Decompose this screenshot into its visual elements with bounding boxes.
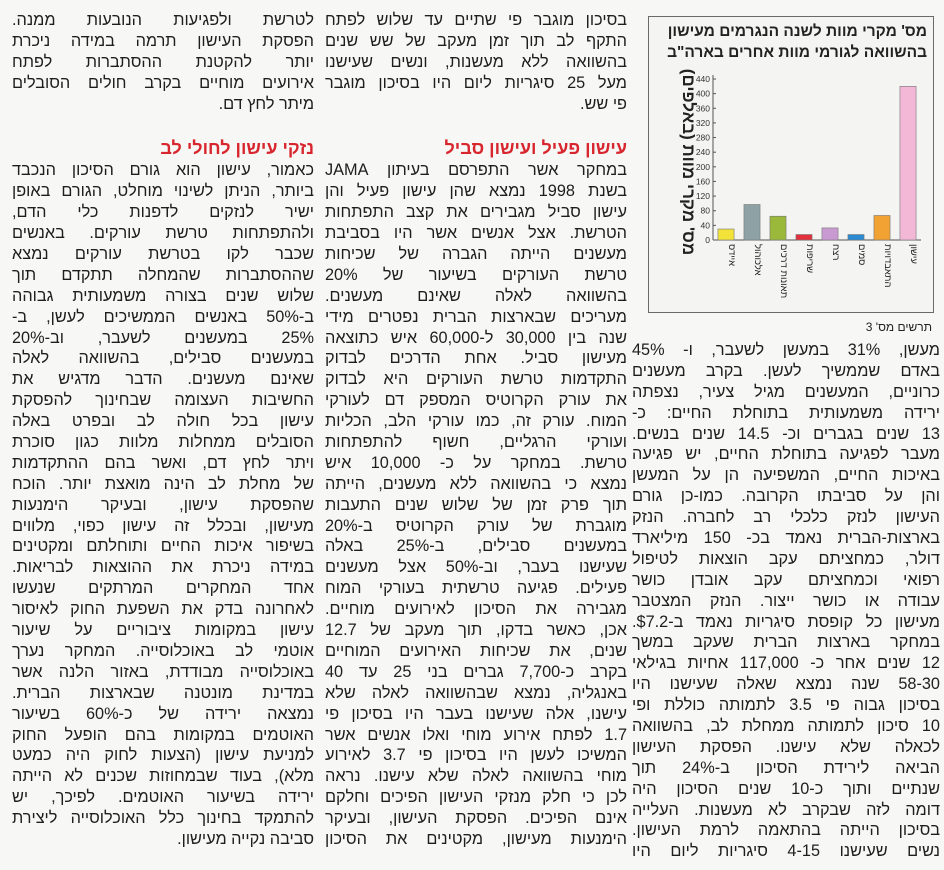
text-line: במידה ניכרת את ההוצאות לבריאות. (12, 558, 314, 577)
text-line: עישנו, אלה שעישנו בעבר היו בסיכון פי (325, 704, 627, 723)
text-line: בהשוואה לאלה שאינם מעשנים. (325, 286, 627, 305)
text-line: טרשת העורקים בשיעור של 20% (325, 265, 627, 284)
text-line: בשיפור איכות החיים ותוחלתם ומקטינים (12, 537, 314, 556)
text-line: כרוניים, המעשנים מגיל צעיר, נצפתה (632, 382, 940, 401)
text-line: נשים שעישנו 4-15 סיגריות ליום היו (632, 842, 940, 861)
y-tick-label: 80 (700, 205, 710, 216)
text-line: כאמור, עישון הוא גורם הסיכון הנכבד (12, 161, 314, 180)
y-tick-label: 400 (695, 88, 710, 99)
x-tick-label: איידס (726, 244, 737, 267)
text-line: מעשנים הייתה הגברה של שכיחות (325, 245, 627, 264)
text-line: במעשנים סבילים, ב-25% באלה (325, 537, 627, 556)
text-line: התקף לב תוך זמן מעקב של שש שנים (325, 31, 627, 50)
text-line: מעישון כל קופסת סיגריות נאמד ב-$7.2. (632, 612, 940, 631)
text-line: שההסתברות שהמחלה תתקדם תוך (12, 265, 314, 284)
text-line: אכן, כאשר בדקו, תוך מעקב של 12.7 (325, 621, 627, 640)
text-line: שעישנו בעבר, וב-50% אצל מעשנים (325, 558, 627, 577)
text-line: עישון סביל מגבירים את קצב התפתחות (325, 203, 627, 222)
chart-figure (648, 16, 934, 313)
text-line: רפואי וכמחציתם עקב אובדן כושר (632, 570, 940, 589)
text-line: למניעת עישון (הצעות לחוק היה כמעט (12, 746, 314, 765)
y-tick-label: 360 (695, 103, 710, 114)
text-line: ירידה משמעותית בתוחלת החיים: כ- (632, 403, 940, 422)
y-tick-label: 320 (695, 117, 710, 128)
text-line: המוח. עורק זה, כמו עורקי הלב, הכליות (325, 412, 627, 431)
text-line: ב-50% באנשים הממשיכים לעשן, ב- (12, 307, 314, 326)
text-line: 10 סיכון לתמותה ממחלת לב, בהשוואה (632, 717, 940, 736)
text-line: טרשת. במחקר על כ- 10,000 איש (325, 453, 627, 472)
text-line: מעשן, 31% במעשן לשעבר, ו- 45% (632, 341, 940, 359)
y-tick-label: 0 (705, 235, 710, 245)
y-tick-label: 280 (695, 132, 710, 143)
text-line: מיתר לחץ דם. (218, 94, 314, 113)
text-line: פעילים. פגיעה טרשתית בעורקי המוח (325, 579, 627, 598)
bar-2 (770, 216, 786, 240)
text-line: מעריכים שבארצות הברית נפטרים מידי (325, 307, 627, 326)
text-line: בקרב כ-7,700 גברים בני 25 עד 40 (325, 662, 627, 681)
y-tick-label: 200 (695, 161, 710, 172)
x-tick-label: התאבדויות (882, 244, 893, 288)
text-line: בסיכון גבוה פי 3.5 לתמותה כוללת ופי (632, 696, 940, 715)
x-tick-label: שריפות (804, 244, 815, 274)
text-line: 13 שנים בגברים וכ- 14.5 שנים בנשים. (632, 424, 940, 443)
text-line: המשיכו לעשן היו בסיכון פי 3.7 לאירוע (325, 746, 627, 765)
x-tick-label: עישון (908, 244, 919, 264)
text-line: הפסקת העישון תרמה במידה ניכרת (12, 31, 314, 50)
text-line: במעשנים סבילים, בהשוואה לאלה (12, 349, 314, 368)
y-axis-title: מס' מקרי מוות (באלפים) (679, 68, 698, 256)
text-line: 58-30 שנה נמצא שאלה שעישנו היו (632, 675, 940, 694)
text-line: במדינת מונטנה שבארצות הברית. (12, 683, 314, 702)
text-line: שלוש שנים בצורה משמעותית גבוהה (12, 286, 314, 305)
text-line: 1.7 לפתח אירוע מוחי ואלו אנשים אשר (325, 725, 627, 744)
text-line: נמצא כי בהשוואה ללא מעשנים, הייתה (325, 474, 627, 493)
text-line: דולר, כמחציתם עקב הוצאות לטיפול (632, 549, 940, 568)
text-line: שהפסקת עישון, ובעיקר הימנעות (12, 495, 314, 514)
text-line: מוחי בהשוואה לאלה שלא עישנו. נראה (325, 767, 627, 786)
text-line: ועורקי הרגליים, חשוף להתפתחות (325, 433, 627, 452)
text-line: מלא), בעוד שבמחוזות שכנים לא הייתה (12, 767, 314, 786)
x-tick-label: אלכוהול (752, 244, 763, 276)
text-line: שנים, את שכיחות האירועים המוחיים (325, 641, 627, 660)
text-line: באנגליה, נמצא שבהשוואה לאלה שלא (325, 683, 627, 702)
text-line: אחד המחקרים המרתקים שנעשו (12, 579, 314, 598)
text-line: יותר להקטנת ההסתברות לפתח (12, 52, 314, 71)
text-line: ויתר לחץ דם, ואשר בהם ההתקדמות (12, 453, 314, 472)
chart-title-line-2: בהשוואה לגורמי מוות אחרים בארה"ב (667, 44, 927, 61)
text-line: הביאה לירידת הסיכון ב-24% תוך (632, 758, 940, 777)
text-line: עישון בכל חולה לב ובפרט באלה (12, 412, 314, 431)
y-tick-label: 240 (695, 147, 710, 158)
text-line: 25% במעשנים לשעבר, וב-20% (12, 328, 314, 347)
bar-5 (848, 235, 864, 240)
text-line: מעישון סביל. אחת הדרכים לבדוק (325, 349, 627, 368)
section-heading: נזקי עישון לחולי לב (160, 138, 314, 159)
text-line: סביבה נקייה מעישון. (177, 829, 314, 848)
text-line: לכן כי חלק מנזקי העישון הפיכים וחלקם (325, 788, 627, 807)
text-line: פי שש. (580, 94, 627, 113)
text-line: תוך פרק זמן של שלוש שנים התעבות (325, 495, 627, 514)
text-line: באוכלוסייה מבודדת, באזור הלנה אשר (12, 662, 314, 681)
x-tick-label: תאונות דרכים (778, 244, 789, 299)
bar-chart (649, 17, 933, 312)
text-line: התקדמות טרשת העורקים היא לבדוק (325, 370, 627, 389)
text-line: נמצאה ירידה של כ-60% בשיעור (12, 704, 314, 723)
text-line: החשיבות העצומה שבחינוך להפסקת (12, 391, 314, 410)
text-line: אוטמי לב באוכלוסייה. המחקר נערך (12, 641, 314, 660)
text-line: לטרשת ולפגיעות הנובעות ממנה. (12, 11, 314, 29)
text-line: בסיכון מוגבר פי שתיים עד שלוש לפתח (325, 11, 627, 29)
text-line: לאחרונה בדק את השפעת החוק לאיסור (12, 600, 314, 619)
text-line: במחקר בארצות הברית שעקב במשך (632, 633, 940, 652)
text-line: במחקר אשר התפרסם בעיתון JAMA (325, 161, 627, 180)
text-line: לכאלה שלא עישנו. הפסקת העישון (632, 737, 940, 756)
text-line: הטרשת. אצל אנשים אשר היו בסביבת (325, 224, 627, 243)
text-line: מעל 25 סיגריות ליום היו בסיכון מוגבר (325, 73, 627, 92)
text-line: בהשוואה ללא מעשנות, ונשים שעישנו (325, 52, 627, 71)
x-tick-label: רצח (830, 244, 841, 261)
bar-3 (796, 235, 812, 240)
chart-title-line-1: מס' מקרי מוות לשנה הנגרמים מעישון (667, 23, 927, 40)
text-line: שכבר לקו בטרשת עורקים נמצא (12, 245, 314, 264)
text-line: אירועים מוחיים בקרב חולים הסובלים (12, 73, 314, 92)
text-line: באדם שממשיך לעשן. בקרב מעשנים (632, 361, 940, 380)
chart-caption: תרשים מס' 3 (865, 320, 932, 334)
text-line: בארצות-הברית נאמד בכ- 150 מיליארד (632, 529, 940, 548)
text-line: דומה לזה שבקרב לא מעשנות. העלייה (632, 800, 940, 819)
text-line: בשנת 1998 נמצא שהן עישון פעיל והן (325, 182, 627, 201)
text-line: הימנעות מעישון, מקטינים את הסיכון (325, 829, 627, 848)
section-heading: עישון פעיל ועישון סביל (444, 138, 627, 159)
article-column-left (12, 10, 314, 850)
bar-4 (822, 228, 838, 240)
text-line: ירידה בשיעור האוטמים. לפיכך, יש (12, 788, 314, 807)
text-line: מעישון, ובכלל זה עישון כפוי, מלווים (12, 516, 314, 535)
text-line: הסובלים ממחלות מלוות כגון סוכרת (12, 433, 314, 452)
article-column-middle (325, 10, 627, 850)
text-line: האוטמים במקומות בהם הופעל החוק (12, 725, 314, 744)
y-tick-label: 40 (700, 220, 710, 231)
y-tick-label: 440 (695, 74, 710, 84)
text-line: ישיר לנזקים לדפנות כלי הדם, (12, 203, 314, 222)
y-tick-label: 160 (695, 176, 710, 187)
text-line: 12 שנים אחר כ- 117,000 אחיות בגילאי (632, 654, 940, 673)
text-line: באיכות החיים, המשפיעה הן על המעשן (632, 466, 940, 485)
text-line: להתמקד בחינוך כלל האוכלוסייה ליצירת (12, 809, 314, 828)
bar-0 (718, 229, 734, 240)
text-line: ולהתפתחות טרשת עורקים. באנשים (12, 224, 314, 243)
text-line: העישון לנזק כלכלי רב לחברה. הנזק (632, 508, 940, 527)
text-line: של מחלת לב הינה מואצת יותר. הוכח (12, 474, 314, 493)
article-column-right (632, 340, 940, 862)
text-line: עישון במקומות ציבוריים על שיעור (12, 621, 314, 640)
text-line: והן על סביבתו הקרובה. כמו-כן גורם (632, 487, 940, 506)
bar-1 (744, 205, 760, 240)
y-tick-label: 120 (695, 191, 710, 202)
text-line: מעבר לפגיעה בתוחלת החיים, יש פגיעה (632, 445, 940, 464)
text-line: אינם הפיכים. הפסקת העישון, ובעיקר (325, 809, 627, 828)
text-line: מוגברת של עורק הקרוטיס ב-20% (325, 516, 627, 535)
text-line: שאינם מעשנים. הדבר מדגיש את (12, 370, 314, 389)
text-line: את עורק הקרוטיס המספק דם לעורקי (325, 391, 627, 410)
text-line: שנתיים ותוך כ-10 שנים הסיכון היה (632, 779, 940, 798)
text-line: עבודה או כושר ייצור. הנזק המצטבר (632, 591, 940, 610)
bar-7 (900, 86, 916, 240)
text-line: ביותר, הניתן לשינוי מוחלט, הגורם באופן (12, 182, 314, 201)
x-tick-label: סמים (856, 244, 867, 266)
bar-6 (874, 215, 890, 240)
text-line: מגבירה את הסיכון לאירועים מוחיים. (325, 600, 627, 619)
text-line: בסיכון הייתה בהתאמה לרמת העישון. (632, 821, 940, 840)
text-line: שנה בין 30,000 ל-60,000 איש כתוצאה (325, 328, 627, 347)
